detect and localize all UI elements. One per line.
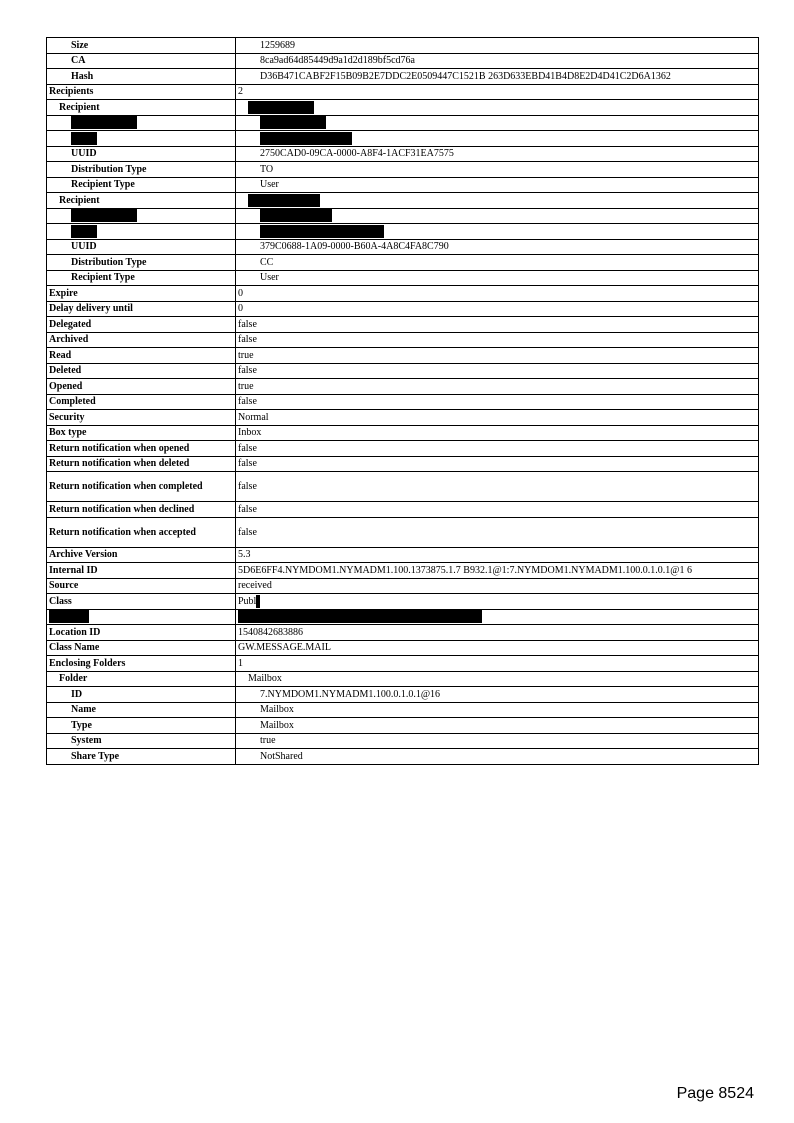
field-label-redacted <box>47 131 236 147</box>
table-row <box>47 255 759 271</box>
table-row <box>47 441 759 457</box>
field-label-return-notification-when-accepted <box>47 517 236 547</box>
field-value-hash <box>236 69 759 85</box>
table-row <box>47 394 759 410</box>
field-label-text: Security <box>49 411 85 423</box>
field-label-redacted <box>47 115 236 131</box>
field-value-text: NotShared <box>260 750 303 762</box>
table-row <box>47 100 759 116</box>
field-value-recipient-type <box>236 177 759 193</box>
field-label-text: Opened <box>49 380 83 392</box>
field-value-text: 0 <box>238 287 243 299</box>
field-label-text: Read <box>49 349 72 361</box>
redaction-bar <box>256 595 260 608</box>
field-label-text: Size <box>71 39 89 51</box>
field-label-system <box>47 733 236 749</box>
table-row <box>47 317 759 333</box>
table-row <box>47 656 759 672</box>
field-label-text: Completed <box>49 396 96 408</box>
field-label-text: Recipients <box>49 86 94 98</box>
redaction-bar <box>71 116 137 129</box>
table-row <box>47 625 759 641</box>
table-row <box>47 38 759 54</box>
table-row <box>47 193 759 209</box>
field-value-folder <box>236 671 759 687</box>
field-value-opened <box>236 379 759 395</box>
field-value-recipient <box>236 100 759 116</box>
field-value-redacted <box>236 609 759 625</box>
table-row <box>47 687 759 703</box>
table-row <box>47 410 759 426</box>
field-label-recipient <box>47 100 236 116</box>
redaction-bar <box>49 610 89 623</box>
field-label-text: Deleted <box>49 365 82 377</box>
table-row <box>47 702 759 718</box>
field-value-redacted <box>236 224 759 240</box>
field-label-text: Type <box>71 719 92 731</box>
field-value-source <box>236 578 759 594</box>
field-label-text: UUID <box>71 148 97 160</box>
redaction-bar <box>260 116 326 129</box>
field-value-box-type <box>236 425 759 441</box>
field-value-text: 1 <box>238 657 243 669</box>
field-value-text: 8ca9ad64d85449d9a1d2d189bf5cd76a <box>260 55 415 67</box>
field-label-text: Return notification when declined <box>49 503 195 515</box>
field-label-text: System <box>71 735 102 747</box>
field-value-return-notification-when-declined <box>236 502 759 518</box>
table-row <box>47 640 759 656</box>
table-row <box>47 733 759 749</box>
field-value-redacted <box>236 208 759 224</box>
field-value-recipient-type <box>236 270 759 286</box>
field-label-security <box>47 410 236 426</box>
field-value-text: true <box>238 349 254 361</box>
field-value-text: Inbox <box>238 427 262 439</box>
field-value-text: Mailbox <box>248 673 282 685</box>
table-row <box>47 749 759 765</box>
field-value-return-notification-when-opened <box>236 441 759 457</box>
field-label-recipient <box>47 193 236 209</box>
field-label-return-notification-when-opened <box>47 441 236 457</box>
field-label-uuid <box>47 239 236 255</box>
field-value-location-id <box>236 625 759 641</box>
field-label-text: UUID <box>71 241 97 253</box>
redaction-bar <box>248 194 320 207</box>
field-value-archive-version <box>236 547 759 563</box>
field-label-text: Internal ID <box>49 564 98 576</box>
field-value-id <box>236 687 759 703</box>
redaction-bar <box>260 225 384 238</box>
field-label-text: Recipient Type <box>71 179 135 191</box>
field-label-expire <box>47 286 236 302</box>
field-value-text: false <box>238 458 257 470</box>
field-value-text: 2750CAD0-09CA-0000-A8F4-1ACF31EA7575 <box>260 148 454 160</box>
field-label-text: Folder <box>59 673 88 685</box>
table-row <box>47 177 759 193</box>
field-label-type <box>47 718 236 734</box>
field-value-ca <box>236 53 759 69</box>
table-row <box>47 224 759 240</box>
field-value-distribution-type <box>236 162 759 178</box>
table-row <box>47 363 759 379</box>
field-label-completed <box>47 394 236 410</box>
field-value-text: User <box>260 179 279 191</box>
field-label-name <box>47 702 236 718</box>
field-value-text: true <box>238 380 254 392</box>
field-label-return-notification-when-declined <box>47 502 236 518</box>
field-value-text: false <box>238 481 257 492</box>
field-value-text: D36B471CABF2F15B09B2E7DDC2E0509447C1521B 263D633EBD41B4D8E2D4D41C2D6A1362 <box>260 70 671 82</box>
table-row <box>47 578 759 594</box>
field-label-enclosing-folders <box>47 656 236 672</box>
table-row <box>47 286 759 302</box>
field-value-recipients <box>236 84 759 100</box>
table-row <box>47 162 759 178</box>
field-label-text: Location ID <box>49 626 101 638</box>
field-label-text: Recipient Type <box>71 272 135 284</box>
field-label-distribution-type <box>47 162 236 178</box>
field-label-source <box>47 578 236 594</box>
redaction-bar <box>238 610 482 623</box>
table-row <box>47 456 759 472</box>
table-row <box>47 239 759 255</box>
field-label-delegated <box>47 317 236 333</box>
table-row <box>47 594 759 610</box>
table-row <box>47 270 759 286</box>
redaction-bar <box>71 209 137 222</box>
field-label-size <box>47 38 236 54</box>
field-value-text: 5D6E6FF4.NYMDOM1.NYMADM1.100.1373875.1.7 B932.1@1:7.NYMDOM1.NYMADM1.100.0.1.0.1@1 6 <box>238 564 692 576</box>
field-value-text: Mailbox <box>260 719 294 731</box>
field-label-id <box>47 687 236 703</box>
field-label-text: Distribution Type <box>71 256 147 268</box>
field-label-read <box>47 348 236 364</box>
field-value-return-notification-when-deleted <box>236 456 759 472</box>
field-label-delay-delivery-until <box>47 301 236 317</box>
field-value-text: User <box>260 272 279 284</box>
field-value-text: false <box>238 503 257 515</box>
table-row <box>47 425 759 441</box>
field-label-text: Class <box>49 595 72 607</box>
field-value-text: 1259689 <box>260 39 295 51</box>
field-label-recipients <box>47 84 236 100</box>
page-number: Page 8524 <box>676 1085 754 1102</box>
redaction-bar <box>260 132 352 145</box>
field-label-text: Return notification when completed <box>49 481 203 492</box>
field-label-text: Return notification when deleted <box>49 458 190 470</box>
record-properties-table <box>46 37 759 765</box>
field-value-text: false <box>238 334 257 346</box>
field-label-recipient-type <box>47 270 236 286</box>
field-value-security <box>236 410 759 426</box>
field-value-archived <box>236 332 759 348</box>
table-row <box>47 671 759 687</box>
field-label-ca <box>47 53 236 69</box>
table-row <box>47 547 759 563</box>
field-value-size <box>236 38 759 54</box>
field-label-text: Distribution Type <box>71 163 147 175</box>
table-row <box>47 146 759 162</box>
field-value-uuid <box>236 146 759 162</box>
field-label-redacted <box>47 224 236 240</box>
table-row <box>47 718 759 734</box>
table-row <box>47 563 759 579</box>
field-value-return-notification-when-completed <box>236 472 759 502</box>
field-label-uuid <box>47 146 236 162</box>
field-label-class-name <box>47 640 236 656</box>
field-label-text: Expire <box>49 287 78 299</box>
table-row <box>47 332 759 348</box>
field-label-text: Recipient <box>59 194 100 206</box>
field-value-text: TO <box>260 163 274 175</box>
field-label-folder <box>47 671 236 687</box>
field-label-redacted <box>47 208 236 224</box>
field-value-text: Publ <box>238 595 257 607</box>
table-row <box>47 84 759 100</box>
field-label-deleted <box>47 363 236 379</box>
field-label-text: Hash <box>71 70 94 82</box>
field-value-recipient <box>236 193 759 209</box>
table-row <box>47 115 759 131</box>
field-value-expire <box>236 286 759 302</box>
field-label-text: Box type <box>49 427 87 439</box>
table-row <box>47 69 759 85</box>
field-label-internal-id <box>47 563 236 579</box>
field-label-text: Archived <box>49 334 89 346</box>
field-value-class-name <box>236 640 759 656</box>
field-value-return-notification-when-accepted <box>236 517 759 547</box>
table-row <box>47 53 759 69</box>
table-row <box>47 379 759 395</box>
field-value-read <box>236 348 759 364</box>
field-value-text: Mailbox <box>260 704 294 716</box>
field-value-text: false <box>238 365 257 377</box>
field-label-opened <box>47 379 236 395</box>
field-value-enclosing-folders <box>236 656 759 672</box>
field-label-class <box>47 594 236 610</box>
field-value-uuid <box>236 239 759 255</box>
field-value-text: 1540842683886 <box>238 626 303 638</box>
field-value-text: 0 <box>238 303 243 315</box>
field-label-text: Archive Version <box>49 549 118 561</box>
field-label-text: Enclosing Folders <box>49 657 126 669</box>
table-row <box>47 348 759 364</box>
field-value-distribution-type <box>236 255 759 271</box>
field-value-text: CC <box>260 256 274 268</box>
field-label-text: Return notification when opened <box>49 442 190 454</box>
table-row <box>47 517 759 547</box>
field-value-completed <box>236 394 759 410</box>
field-value-type <box>236 718 759 734</box>
field-label-text: Delegated <box>49 318 92 330</box>
redaction-bar <box>248 101 314 114</box>
field-label-recipient-type <box>47 177 236 193</box>
field-value-text: Normal <box>238 411 269 423</box>
redaction-bar <box>260 209 332 222</box>
table-row <box>47 502 759 518</box>
field-value-text: false <box>238 318 257 330</box>
field-value-text: 7.NYMDOM1.NYMADM1.100.0.1.0.1@16 <box>260 688 441 700</box>
field-label-distribution-type <box>47 255 236 271</box>
field-label-archived <box>47 332 236 348</box>
field-label-location-id <box>47 625 236 641</box>
field-value-text: 5.3 <box>238 549 251 561</box>
field-value-redacted <box>236 131 759 147</box>
table-row <box>47 131 759 147</box>
field-label-share-type <box>47 749 236 765</box>
field-value-redacted <box>236 115 759 131</box>
field-label-return-notification-when-completed <box>47 472 236 502</box>
redaction-bar <box>71 225 97 238</box>
table-row <box>47 208 759 224</box>
field-value-text: 2 <box>238 86 243 98</box>
field-value-text: false <box>238 442 257 454</box>
field-value-name <box>236 702 759 718</box>
field-value-text: true <box>260 735 276 747</box>
table-row <box>47 472 759 502</box>
table-row <box>47 609 759 625</box>
table-row <box>47 301 759 317</box>
field-value-class <box>236 594 759 610</box>
field-label-redacted <box>47 609 236 625</box>
field-label-text: Class Name <box>49 642 100 654</box>
field-label-box-type <box>47 425 236 441</box>
field-value-text: received <box>238 580 272 592</box>
field-label-text: Return notification when accepted <box>49 526 196 538</box>
field-label-text: Delay delivery until <box>49 303 133 315</box>
field-label-return-notification-when-deleted <box>47 456 236 472</box>
field-value-deleted <box>236 363 759 379</box>
field-label-text: Recipient <box>59 101 100 113</box>
field-value-text: false <box>238 526 257 538</box>
field-label-hash <box>47 69 236 85</box>
field-label-archive-version <box>47 547 236 563</box>
field-label-text: Name <box>71 704 96 716</box>
field-value-text: 379C0688-1A09-0000-B60A-4A8C4FA8C790 <box>260 241 449 253</box>
field-value-system <box>236 733 759 749</box>
field-label-text: ID <box>71 688 83 700</box>
field-value-delegated <box>236 317 759 333</box>
field-label-text: Source <box>49 580 79 592</box>
field-value-text: GW.MESSAGE.MAIL <box>238 642 331 654</box>
field-label-text: CA <box>71 55 86 67</box>
field-value-delay-delivery-until <box>236 301 759 317</box>
field-value-share-type <box>236 749 759 765</box>
redaction-bar <box>71 132 97 145</box>
field-value-text: false <box>238 396 257 408</box>
field-value-internal-id <box>236 563 759 579</box>
field-label-text: Share Type <box>71 750 120 762</box>
